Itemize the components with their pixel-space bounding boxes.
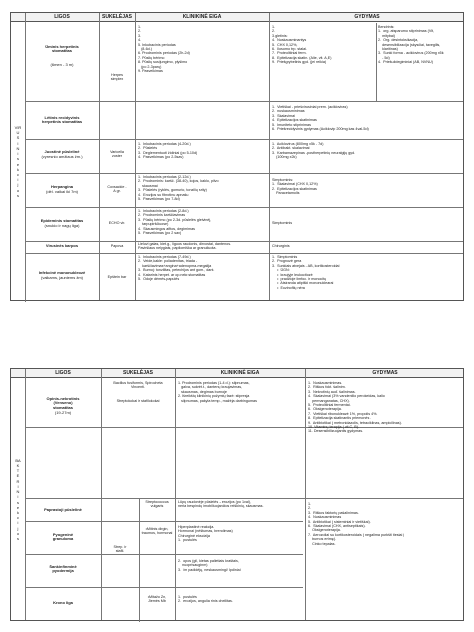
disease-name: Pyogeninė granuloma [52,533,74,542]
treatment-general: Bendrinis: 1. org. atsparumo stiprinimas (Vit, mitybai) 2. Org. desintoksikacija, desensibilizacija (skysčiai, tavegilis, klaritinas) 3. Sunki forma - aciklovirus (200mg x5k - 5d) 4. Priešuždegiminiai (AB, NVNU) [378,25,444,65]
pathogen: Strep. ir stafil. [113,545,127,554]
pathogen-note: •Mitažo Zn, Jiemės Mb [147,595,167,604]
pathogen: Bacillus fusiformis, Spirocheta Vincenti. Streptokokai ir stafilokokai [113,381,163,403]
clinical-course: 1. Prodrominis periodas (1-4 d.): silpnumas, galva, sukrėt.t., dantenų kraujavimas, skausmas, degimas burnoje 2. Išreikštų klinikinių požymių fazė: stipresja silpnumas, pakyla temp., mažėja darbingumas [178,381,257,403]
pathogen: Herpes simplex [110,73,124,82]
pathogen-note: •Mitinis dirgin, traumos, hormonai [141,527,173,536]
treatment: 1. Aciklovirus (800mg x5k - 7d) 2. Antibakt. skalavimai 3. Karbamazepinas -postherpetinių neuralgijų gyd. (100mg x2k) [272,142,356,160]
col-header-gydymas: GYDYMAS [354,14,380,20]
disease-name: Lėtinis recidyvinis herpetinis stomatitas [41,116,83,125]
disease-name: Infekcinė mononukleozė [38,271,86,275]
col-header-klinikine: KLINIKINĖ EIGA [220,370,260,376]
clinical-course: 1. Inkubacinis periodas (2-12d.) 2. Prodrominis: karšč. (38-40), kojos, kaklo, pilvo skausmai 3. Pūslelės (ryklės, gomurio, tonzilių srity) 4. Erozijos su fibrotinu apnašu 5. Pasveikimas (po 7-8d) [138,175,219,202]
disease-name: Ūminis herpetinis stomatitas [45,45,79,54]
treatment-local: 1. 2. 3.gletinis: 4. Nuskausminantys 5. CHX 0,12%, 6. Ilosomo trp. stalai. 7. Proteolitiniai ferm. 8. Epitelizacija skatin. (Alie, vit. A,E) 9. Priešgrybelinis gyd. (jei reikia) [272,25,332,65]
disease-name: Virusinės karpos [45,244,79,248]
clinical-course: 1. Inkubacinis periodas (4-20d.) 2. Pūslelės 3. Deglementuoti židiniai (po 5-10d) 4. Pasveikimas (po 2-5sav) [138,142,198,160]
pathogen: Varicella zoster [110,150,124,159]
treatment: Simptominis: 1. Skalavimai (CHX 0,12%) 2. Epitelizacijos skatinimas Paracetamolis [272,178,318,196]
col-header-ligos: LIGOS [54,14,70,20]
clinical-course: Lūpų raudonėje pūslelės→erozijos (po 1val), neria bespindų imobiliuojančios reiškinių, skausmas. [178,500,264,509]
disease-age: (vaikams, jauniems žm) [40,276,83,280]
clinical-course: 1. pustulės 2. erozijos, angulia rinis cheilitas. [178,595,233,604]
clinical-course: Lieluvi galas, kiet.g., liguos raudonis, dirvostai, dantenos. Paviršiaus nelygiais, papilomiška ar granuliuota. [138,242,232,251]
disease-age: (19-27m) [54,411,72,415]
treatment: Simptominis [272,221,293,225]
disease-name: Šankinfinminė pyodermija [49,565,77,574]
treatment: Chirurginis [272,244,290,248]
col-header-gydymas: GYDYMAS [372,370,398,376]
col-header-sukelejas: SUKELĖJAS [122,370,153,376]
clinical-course: 1. Inkubacinis periodas (7-49d.) 2. Veide,kakle: poliadenitas, triada - karščiavimas+angina+adenopma-megalija 3. Burnoj: tonzilitas, petechijos ant gom., dant. 4. Katarinis herpet. ar op.nekr.stomatitas 5. Odoje dėmės-papulės [138,255,215,282]
disease-age: (vyresnio amžiaus žm.) [41,155,83,159]
col-header-ligos: LIGOS [55,370,71,376]
side-label: BA K T E R I N i s e k c i j o s [15,457,21,541]
clinical-course: 1. 2. 3. 4. 5. Inkubacinis periodas (8-6d.) 6. Prodrominis periodas (2h-2d) 7. Pūslių bėrimo 8. Pūslių susijungimo, plyšimo (po 2-3parų) 9. Pasveikimas [138,25,190,74]
clinical-course: 1. Inkubacinis periodas (2-8d.) 2. Prodrominis karščiavimas 3. Pūslių bėrimo (po 2-3d. pūslelės gleivinėj, tarpupirščiuose) 4. Skausmingos afitos, degimimas 5. Pasveikimas (po 2 sav) [138,209,212,236]
pathogen: Epštein bar [107,275,127,279]
disease-age: (dėl. vaikai iki 7m) [45,190,78,194]
pathogen: Coxsackie - A gr. [107,185,127,194]
disease-name: Epideminis stomatitas [40,219,84,223]
disease-name: Herpangina [50,185,73,189]
treatment: 1. Simptominis 2. Prognozė gera 3. Sunkiais atvejais - AB, kortikosteroidai • ŪGN: • kraujyje leukocitozė • pradžioje limfoc. ir monocitų • Atsiranda atipiški mononuklearai • Eozinofilų nėra [272,255,340,290]
disease-age: (snukio ir nagų liga) [44,224,80,228]
pathogen: ECHO vir. [108,221,126,225]
treatment: 1. Vietiškai - priešvirusiniai prem. (acikloviras) 2. nuskausminimas 3. Skalavimai 4. Epitelizacijos skatinimas 5. Imuniteto stiprinimas 6. Priešrecidyvinis gydymas (Acikloviр 200mg kas 4val-5d) [272,105,369,132]
col-header-klinikine: KLINIKINĖ EIGA [182,14,222,20]
side-label: VIR U S I N i s e k c i j o s [14,125,22,198]
treatment: 1. 2. 3. Riškos faktorių pašalinimas. 4. Nuskausminimas 5. Antibiotikai ( sisteminiai ir vietiškai). 6. Skalavimai (CHX, antiseptikais). Oksigenoterapija. 7. Aerozoliai su kortikosteroidais ( negalima purkšti tiesiai į burnos ertmę). Cinko tepalas. [308,502,405,546]
disease-age: (6men - 3 m) [50,63,74,67]
pathogen: Papova [110,244,124,248]
pathogen: Streptococcus vulgaris [145,500,169,509]
col-header-sukelejas: SUKELĖJAS [101,14,132,20]
disease-name: Krono liga [53,601,73,605]
viral-infections-table [10,12,464,301]
bacterial-infections-table [10,368,464,621]
disease-name: Opinis-nekrotinis (Venseno) stomatitas [46,397,80,410]
clinical-course: Hiperplastinė reakcija. Hormonai (nėštumas, brendimas) Chirurginė ekscizija 1. pustulės [178,525,233,543]
treatment: 1. Nuskausminimas. 2. Riškos fokt. šalinim. 3. Nekrotinių auď. šalinimas. 4. Skalavimai (3% vandenilio perokeidas, kalio permanganatas, CHX). 5. Proteolitiniai fermentai. 6. Oksigenoterapija. 7. Vietiškai ribonukleazė 1%, propolis 4%. 8. Epitelizacija skatinantis priemonės . 9. Antibiotikai ( metronidazolis, tetraciklinas, ampicilinas). 10. Vitaminų terapija ( vit.C, B). 11. Desensibilizuojantis gydymas. [308,381,402,434]
clinical-course: 2. opos (gil, kietas palietiais kraštais, nuoprisauginm) 3. /m padidėję, neskausmingi/ Ipdiniai [178,559,241,572]
disease-name: Paprastoji pūslelinė [44,508,82,512]
disease-name: Juostinė pūslelinė [44,150,80,154]
